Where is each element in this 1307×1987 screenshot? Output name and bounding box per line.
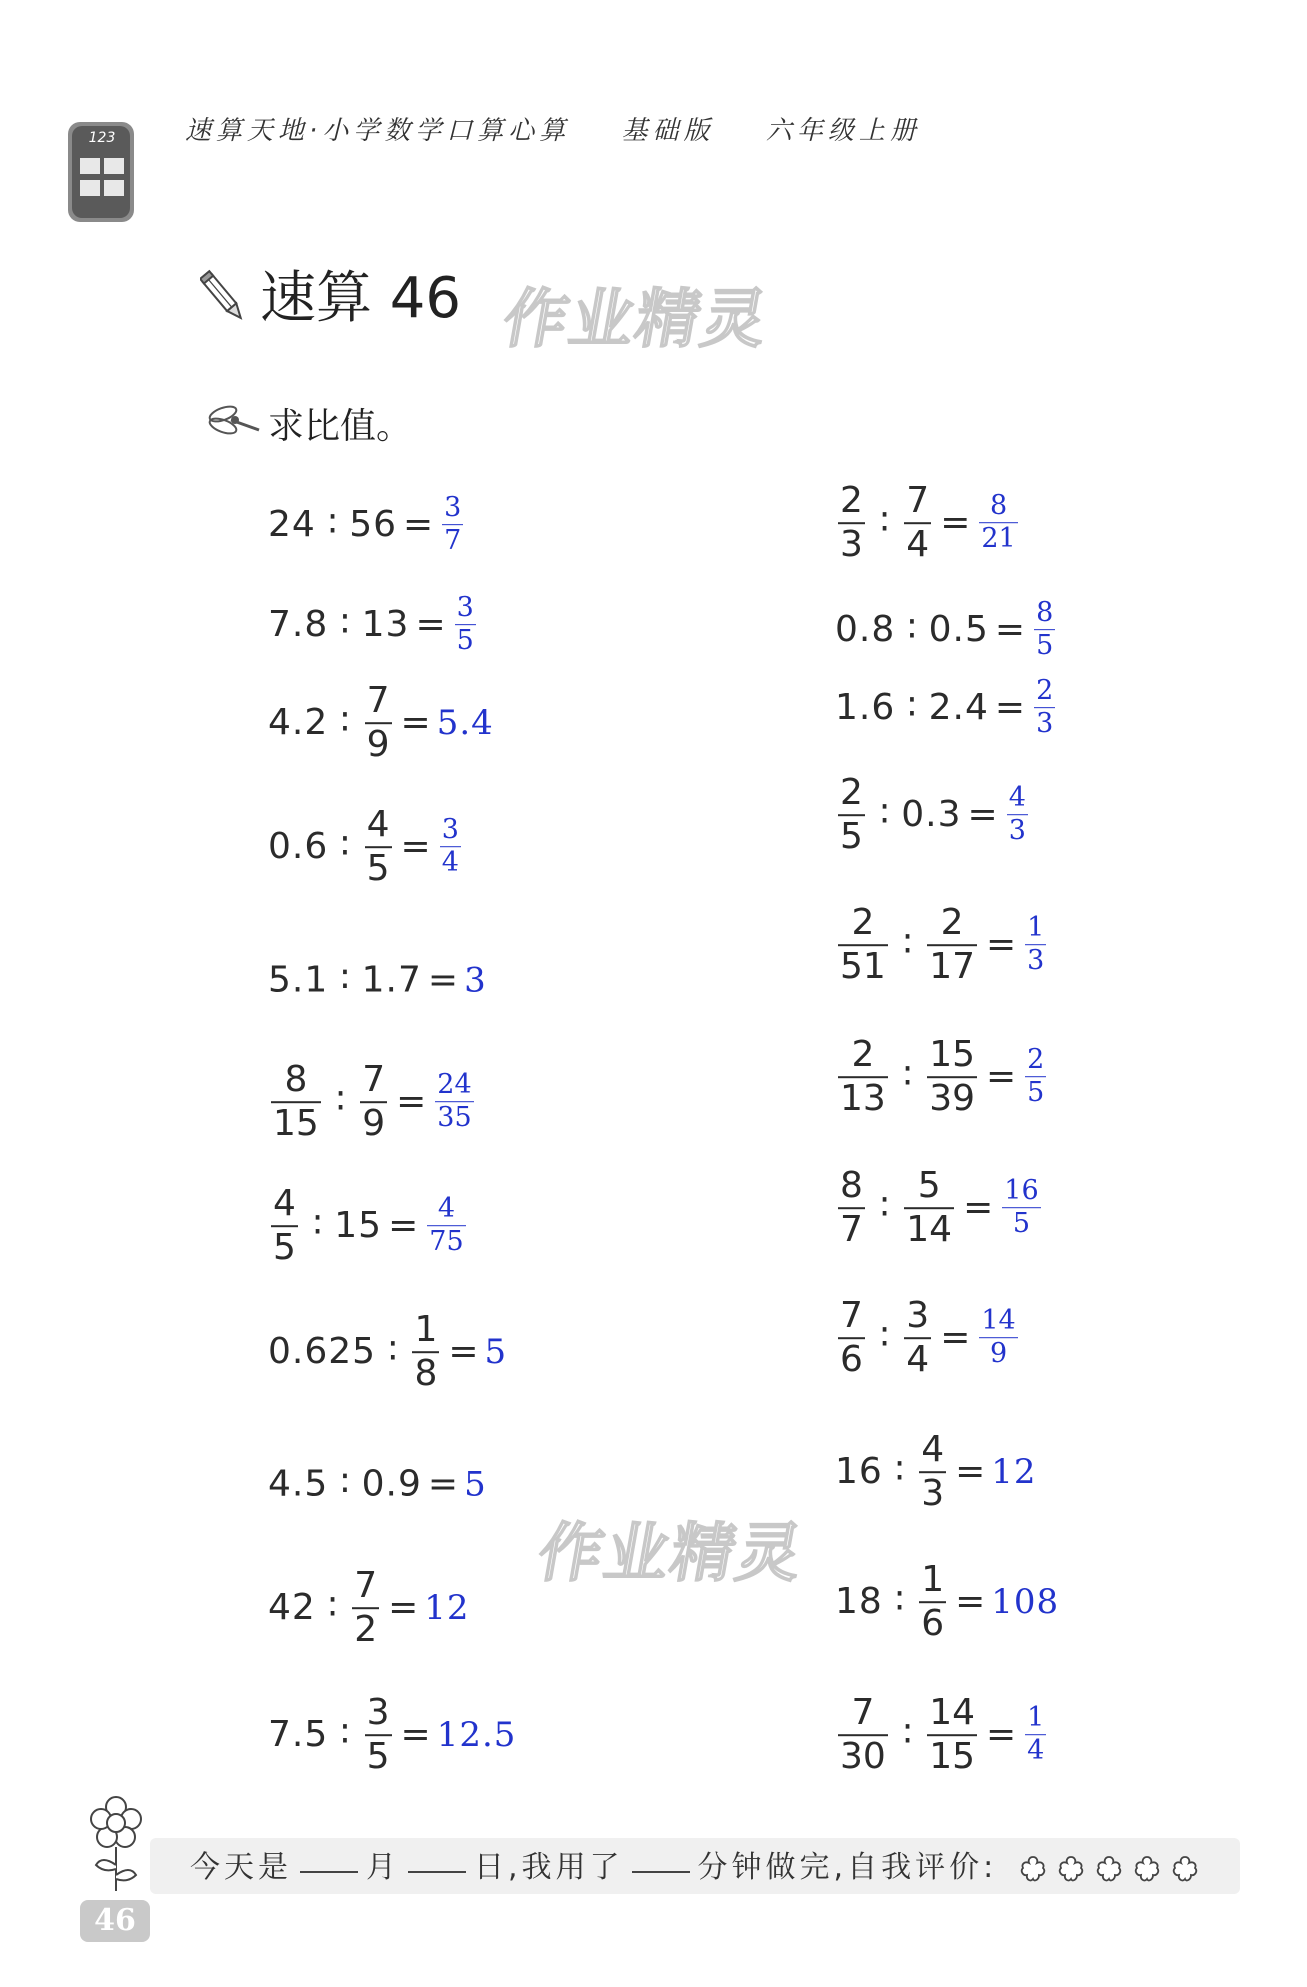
month-blank[interactable] xyxy=(300,1871,358,1873)
answer xyxy=(1031,677,1058,739)
equals-sign: = xyxy=(427,959,459,1001)
minutes-blank[interactable] xyxy=(632,1871,690,1873)
term-a-value: 42 xyxy=(268,1587,316,1629)
day-blank[interactable] xyxy=(408,1871,466,1873)
term-a-value: 0.6 xyxy=(268,826,329,868)
book-header xyxy=(185,110,959,147)
equals-sign: = xyxy=(967,794,998,836)
term-b-denominator: 4 xyxy=(906,1339,930,1380)
term-b-value: 1.7 xyxy=(361,959,422,1001)
ratio-problem xyxy=(268,1061,477,1143)
answer-fraction xyxy=(455,594,476,656)
term-a-value: 24 xyxy=(268,504,316,546)
term-b-fraction xyxy=(904,482,931,564)
term-b-value: 0.3 xyxy=(901,794,962,836)
answer xyxy=(991,1582,1059,1622)
answer xyxy=(1031,599,1058,661)
term-a-denominator: 6 xyxy=(840,1339,863,1380)
answer-value: 5 xyxy=(484,1332,508,1372)
ratio-colon: ∶ xyxy=(340,826,350,868)
answer-numerator: 3 xyxy=(456,592,474,624)
term-b-numerator: 15 xyxy=(929,1034,975,1076)
equals-sign: = xyxy=(986,1714,1017,1756)
ratio-colon: ∶ xyxy=(894,1451,905,1493)
answer-value: 12 xyxy=(424,1588,470,1628)
term-b-fraction xyxy=(365,1694,392,1776)
term-b-denominator: 8 xyxy=(414,1353,438,1394)
header-grade: 六年级上册 xyxy=(765,116,921,146)
ratio-colon: ∶ xyxy=(879,794,890,836)
term-a-value: 7.8 xyxy=(268,604,329,646)
term-b-fraction xyxy=(927,904,977,986)
answer-numerator: 4 xyxy=(1008,782,1026,814)
answer-fraction xyxy=(979,1307,1017,1369)
answer-numerator: 14 xyxy=(981,1305,1016,1337)
ratio-problem xyxy=(835,1036,1049,1118)
ratio-colon: ∶ xyxy=(340,1463,350,1505)
term-b-value: 2.4 xyxy=(928,687,989,729)
term-a-denominator: 13 xyxy=(840,1078,886,1119)
term-b-numerator: 3 xyxy=(906,1295,930,1337)
term-b-numerator: 2 xyxy=(940,902,964,944)
answer xyxy=(485,1332,508,1372)
equals-sign: = xyxy=(388,1205,419,1247)
term-b-value: 56 xyxy=(349,504,397,546)
term-b-numerator: 1 xyxy=(921,1559,945,1601)
equals-sign: = xyxy=(940,502,971,544)
answer-denominator: 35 xyxy=(437,1102,472,1134)
term-b-fraction xyxy=(904,1297,931,1379)
term-b-value: 13 xyxy=(361,604,410,646)
answer xyxy=(437,703,494,743)
term-b-numerator: 4 xyxy=(921,1429,945,1471)
equals-sign: = xyxy=(994,687,1026,729)
ratio-problem xyxy=(268,1185,469,1267)
term-b-value: 0.5 xyxy=(928,609,989,651)
answer xyxy=(424,1588,469,1628)
term-b-numerator: 4 xyxy=(366,804,390,846)
equals-sign: = xyxy=(940,1317,971,1359)
term-b-value: 15 xyxy=(334,1205,383,1247)
term-b-fraction xyxy=(904,1167,954,1249)
term-a-denominator: 15 xyxy=(273,1103,319,1144)
term-a-fraction xyxy=(838,1694,888,1776)
watermark-top: 作业精灵 xyxy=(497,283,775,357)
rating-flower-icon[interactable] xyxy=(1169,1853,1201,1885)
rating-flower-icon[interactable] xyxy=(1131,1853,1163,1885)
answer-fraction xyxy=(1034,599,1055,661)
term-a-numerator: 7 xyxy=(840,1295,863,1337)
ratio-problem xyxy=(268,1311,507,1393)
rating-flower-icon[interactable] xyxy=(1093,1853,1125,1885)
answer-value: 12.5 xyxy=(436,1715,517,1755)
term-b-fraction xyxy=(919,1431,946,1513)
answer xyxy=(452,594,479,656)
footer-evaluate-label: 分钟做完,自我评价: xyxy=(697,1850,998,1885)
answer-fraction xyxy=(979,492,1017,554)
answer xyxy=(464,1464,487,1504)
term-b-fraction xyxy=(365,806,392,888)
answer-numerator: 24 xyxy=(437,1069,472,1101)
answer-denominator: 9 xyxy=(989,1338,1008,1370)
equals-sign: = xyxy=(427,1463,459,1505)
term-a-value: 4.2 xyxy=(268,702,329,744)
ratio-problem xyxy=(835,1167,1044,1249)
answer-fraction xyxy=(1025,1046,1046,1108)
ratio-colon: ∶ xyxy=(907,687,917,729)
ratio-colon: ∶ xyxy=(879,502,890,544)
ratio-colon: ∶ xyxy=(327,1587,338,1629)
answer xyxy=(976,492,1020,554)
ratio-problem xyxy=(835,599,1058,661)
term-b-numerator: 3 xyxy=(366,1692,390,1734)
term-b-fraction xyxy=(927,1036,977,1118)
ratio-colon: ∶ xyxy=(327,504,338,546)
ratio-problem xyxy=(835,1561,1059,1643)
term-b-denominator: 6 xyxy=(921,1603,945,1644)
answer-numerator: 8 xyxy=(1036,597,1054,629)
answer-numerator: 2 xyxy=(1036,675,1054,707)
answer-numerator: 3 xyxy=(444,492,462,524)
ratio-colon: ∶ xyxy=(340,1714,350,1756)
term-b-numerator: 7 xyxy=(906,480,930,522)
term-b-fraction xyxy=(412,1311,439,1393)
answer-denominator: 21 xyxy=(981,523,1016,555)
flower-icon xyxy=(86,1795,146,1895)
answer xyxy=(1022,1046,1049,1108)
answer xyxy=(432,1071,476,1133)
term-b-numerator: 14 xyxy=(929,1692,975,1734)
equals-sign: = xyxy=(986,924,1017,966)
answer-denominator: 5 xyxy=(1036,630,1054,662)
ratio-colon: ∶ xyxy=(335,1081,346,1123)
ratio-colon: ∶ xyxy=(907,609,917,651)
answer xyxy=(991,1452,1036,1492)
answer-value: 5 xyxy=(464,1464,487,1504)
answer-value: 5.4 xyxy=(436,703,494,743)
term-b-fraction xyxy=(360,1061,387,1143)
ratio-colon: ∶ xyxy=(879,1187,890,1229)
ratio-problem xyxy=(835,1431,1037,1513)
term-a-value: 18 xyxy=(835,1581,883,1623)
ratio-problem xyxy=(835,677,1058,739)
footer-today-label: 今天是 xyxy=(190,1850,292,1885)
term-a-numerator: 2 xyxy=(851,902,875,944)
answer-fraction xyxy=(1034,677,1055,739)
answer xyxy=(1022,914,1049,976)
logo-number: 123 xyxy=(88,130,116,146)
term-b-numerator: 7 xyxy=(362,1059,386,1101)
ratio-problem xyxy=(835,1694,1049,1776)
ratio-problem xyxy=(268,594,479,656)
answer-value: 108 xyxy=(991,1582,1060,1622)
equals-sign: = xyxy=(955,1451,986,1493)
term-b-fraction xyxy=(352,1567,379,1649)
answer-fraction xyxy=(1002,1177,1040,1239)
ratio-colon: ∶ xyxy=(312,1205,323,1247)
term-b-numerator: 1 xyxy=(414,1309,438,1351)
term-a-numerator: 7 xyxy=(851,1692,875,1734)
answer-numerator: 1 xyxy=(1027,912,1045,944)
answer xyxy=(424,1195,468,1257)
term-a-denominator: 7 xyxy=(840,1209,863,1250)
term-a-value: 4.5 xyxy=(268,1463,329,1505)
term-a-fraction xyxy=(271,1185,298,1267)
self-evaluation-line xyxy=(190,1842,1201,1886)
equals-sign: = xyxy=(396,1081,427,1123)
ratio-colon: ∶ xyxy=(902,1714,913,1756)
footer-month-label: 月 xyxy=(366,1850,400,1885)
answer-fraction xyxy=(1007,784,1028,846)
term-b-denominator: 14 xyxy=(906,1209,953,1250)
term-a-numerator: 2 xyxy=(840,772,863,814)
answer-numerator: 1 xyxy=(1027,1702,1045,1734)
rating-stars xyxy=(1011,1850,1201,1885)
term-b-denominator: 4 xyxy=(906,524,930,565)
page-number: 46 xyxy=(80,1900,150,1942)
term-a-fraction xyxy=(271,1061,321,1143)
answer xyxy=(464,960,487,1000)
answer-denominator: 5 xyxy=(1027,1077,1045,1109)
rating-flower-icon[interactable] xyxy=(1017,1853,1049,1885)
term-a-value: 1.6 xyxy=(835,687,896,729)
term-b-fraction xyxy=(919,1561,946,1643)
answer-fraction xyxy=(440,816,461,878)
ratio-problem xyxy=(268,1464,487,1505)
answer-numerator: 3 xyxy=(441,814,459,846)
term-b-denominator: 17 xyxy=(929,946,975,987)
ratio-problem xyxy=(835,904,1049,986)
answer xyxy=(999,1177,1043,1239)
answer-value: 3 xyxy=(464,960,487,1000)
term-a-denominator: 5 xyxy=(840,816,863,857)
answer xyxy=(437,1715,517,1755)
term-a-value: 16 xyxy=(835,1451,883,1493)
page-title: 速算 46 xyxy=(260,266,462,331)
answer-denominator: 3 xyxy=(1027,945,1045,977)
equals-sign: = xyxy=(400,1714,431,1756)
answer-denominator: 5 xyxy=(456,625,474,657)
answer-denominator: 5 xyxy=(1012,1208,1031,1240)
term-b-denominator: 15 xyxy=(929,1736,975,1777)
equals-sign: = xyxy=(400,826,431,868)
ratio-colon: ∶ xyxy=(902,1056,913,1098)
answer-fraction xyxy=(427,1195,465,1257)
term-b-denominator: 5 xyxy=(366,1736,390,1777)
term-a-value: 5.1 xyxy=(268,959,329,1001)
term-b-numerator: 7 xyxy=(366,680,390,722)
equals-sign: = xyxy=(403,504,434,546)
answer-denominator: 75 xyxy=(429,1226,464,1258)
ratio-colon: ∶ xyxy=(879,1317,890,1359)
term-a-numerator: 8 xyxy=(840,1165,863,1207)
term-b-fraction xyxy=(927,1694,977,1776)
header-series: 速算天地·小学数学口算心算 xyxy=(185,116,571,146)
answer xyxy=(437,816,464,878)
term-a-fraction xyxy=(838,774,865,856)
footer-used-label: 日,我用了 xyxy=(474,1850,624,1885)
answer xyxy=(1022,1704,1049,1766)
ratio-problem xyxy=(268,1567,470,1649)
ratio-colon: ∶ xyxy=(902,924,913,966)
ratio-problem xyxy=(268,682,494,764)
ratio-colon: ∶ xyxy=(340,604,350,646)
ratio-problem xyxy=(268,806,464,888)
ratio-problem xyxy=(268,1694,516,1776)
term-b-denominator: 9 xyxy=(362,1103,386,1144)
answer-numerator: 4 xyxy=(437,1193,456,1225)
term-a-fraction xyxy=(838,904,888,986)
ratio-colon: ∶ xyxy=(340,959,350,1001)
answer xyxy=(1004,784,1031,846)
ratio-problem xyxy=(268,960,487,1001)
ratio-problem xyxy=(268,494,466,556)
equals-sign: = xyxy=(963,1187,994,1229)
answer-denominator: 3 xyxy=(1008,815,1026,847)
answer xyxy=(976,1307,1020,1369)
term-a-fraction xyxy=(838,1036,888,1118)
term-a-value: 7.5 xyxy=(268,1714,329,1756)
term-a-denominator: 5 xyxy=(273,1227,296,1268)
equals-sign: = xyxy=(986,1056,1017,1098)
answer-fraction xyxy=(1025,914,1046,976)
term-a-value: 0.625 xyxy=(268,1331,377,1373)
header-edition: 基础版 xyxy=(621,116,715,146)
term-a-numerator: 4 xyxy=(273,1183,296,1225)
ratio-problem xyxy=(835,482,1021,564)
answer-denominator: 4 xyxy=(441,847,459,879)
equals-sign: = xyxy=(994,609,1026,651)
answer-numerator: 16 xyxy=(1004,1175,1039,1207)
term-a-numerator: 2 xyxy=(840,480,863,522)
rating-flower-icon[interactable] xyxy=(1055,1853,1087,1885)
term-a-numerator: 8 xyxy=(284,1059,308,1101)
term-b-denominator: 39 xyxy=(929,1078,975,1119)
answer-value: 12 xyxy=(991,1452,1037,1492)
ratio-problem xyxy=(835,1297,1021,1379)
term-a-fraction xyxy=(838,482,865,564)
ratio-colon: ∶ xyxy=(388,1331,398,1373)
term-a-denominator: 51 xyxy=(840,946,886,987)
term-a-denominator: 30 xyxy=(840,1736,886,1777)
ratio-colon: ∶ xyxy=(894,1581,905,1623)
answer-denominator: 4 xyxy=(1027,1735,1045,1767)
answer-fraction xyxy=(442,494,463,556)
term-a-fraction xyxy=(838,1297,865,1379)
equals-sign: = xyxy=(415,604,446,646)
term-a-fraction xyxy=(838,1167,865,1249)
term-b-denominator: 2 xyxy=(354,1609,378,1650)
term-a-value: 0.8 xyxy=(835,609,896,651)
term-b-denominator: 3 xyxy=(921,1473,945,1514)
ratio-problem xyxy=(835,774,1031,856)
answer-fraction xyxy=(1025,1704,1046,1766)
equals-sign: = xyxy=(400,702,431,744)
term-b-numerator: 7 xyxy=(354,1565,378,1607)
answer-fraction xyxy=(435,1071,473,1133)
answer-denominator: 7 xyxy=(444,525,462,557)
equals-sign: = xyxy=(448,1331,479,1373)
term-a-numerator: 2 xyxy=(851,1034,875,1076)
term-b-fraction xyxy=(365,682,392,764)
dragonfly-icon xyxy=(205,400,261,440)
equals-sign: = xyxy=(388,1587,419,1629)
term-b-value: 0.9 xyxy=(361,1463,422,1505)
answer-numerator: 2 xyxy=(1027,1044,1045,1076)
term-b-denominator: 5 xyxy=(366,848,390,889)
answer-denominator: 3 xyxy=(1036,708,1054,740)
pencil-icon xyxy=(200,268,248,328)
answer-numerator: 8 xyxy=(989,490,1008,522)
term-a-denominator: 3 xyxy=(840,524,863,565)
series-logo-icon xyxy=(62,118,142,230)
term-b-numerator: 5 xyxy=(917,1165,941,1207)
answer xyxy=(439,494,466,556)
equals-sign: = xyxy=(955,1581,986,1623)
instruction-text: 求比值。 xyxy=(268,406,413,447)
watermark-middle: 作业精灵 xyxy=(532,1517,810,1591)
term-b-denominator: 9 xyxy=(366,724,390,765)
ratio-colon: ∶ xyxy=(340,702,350,744)
